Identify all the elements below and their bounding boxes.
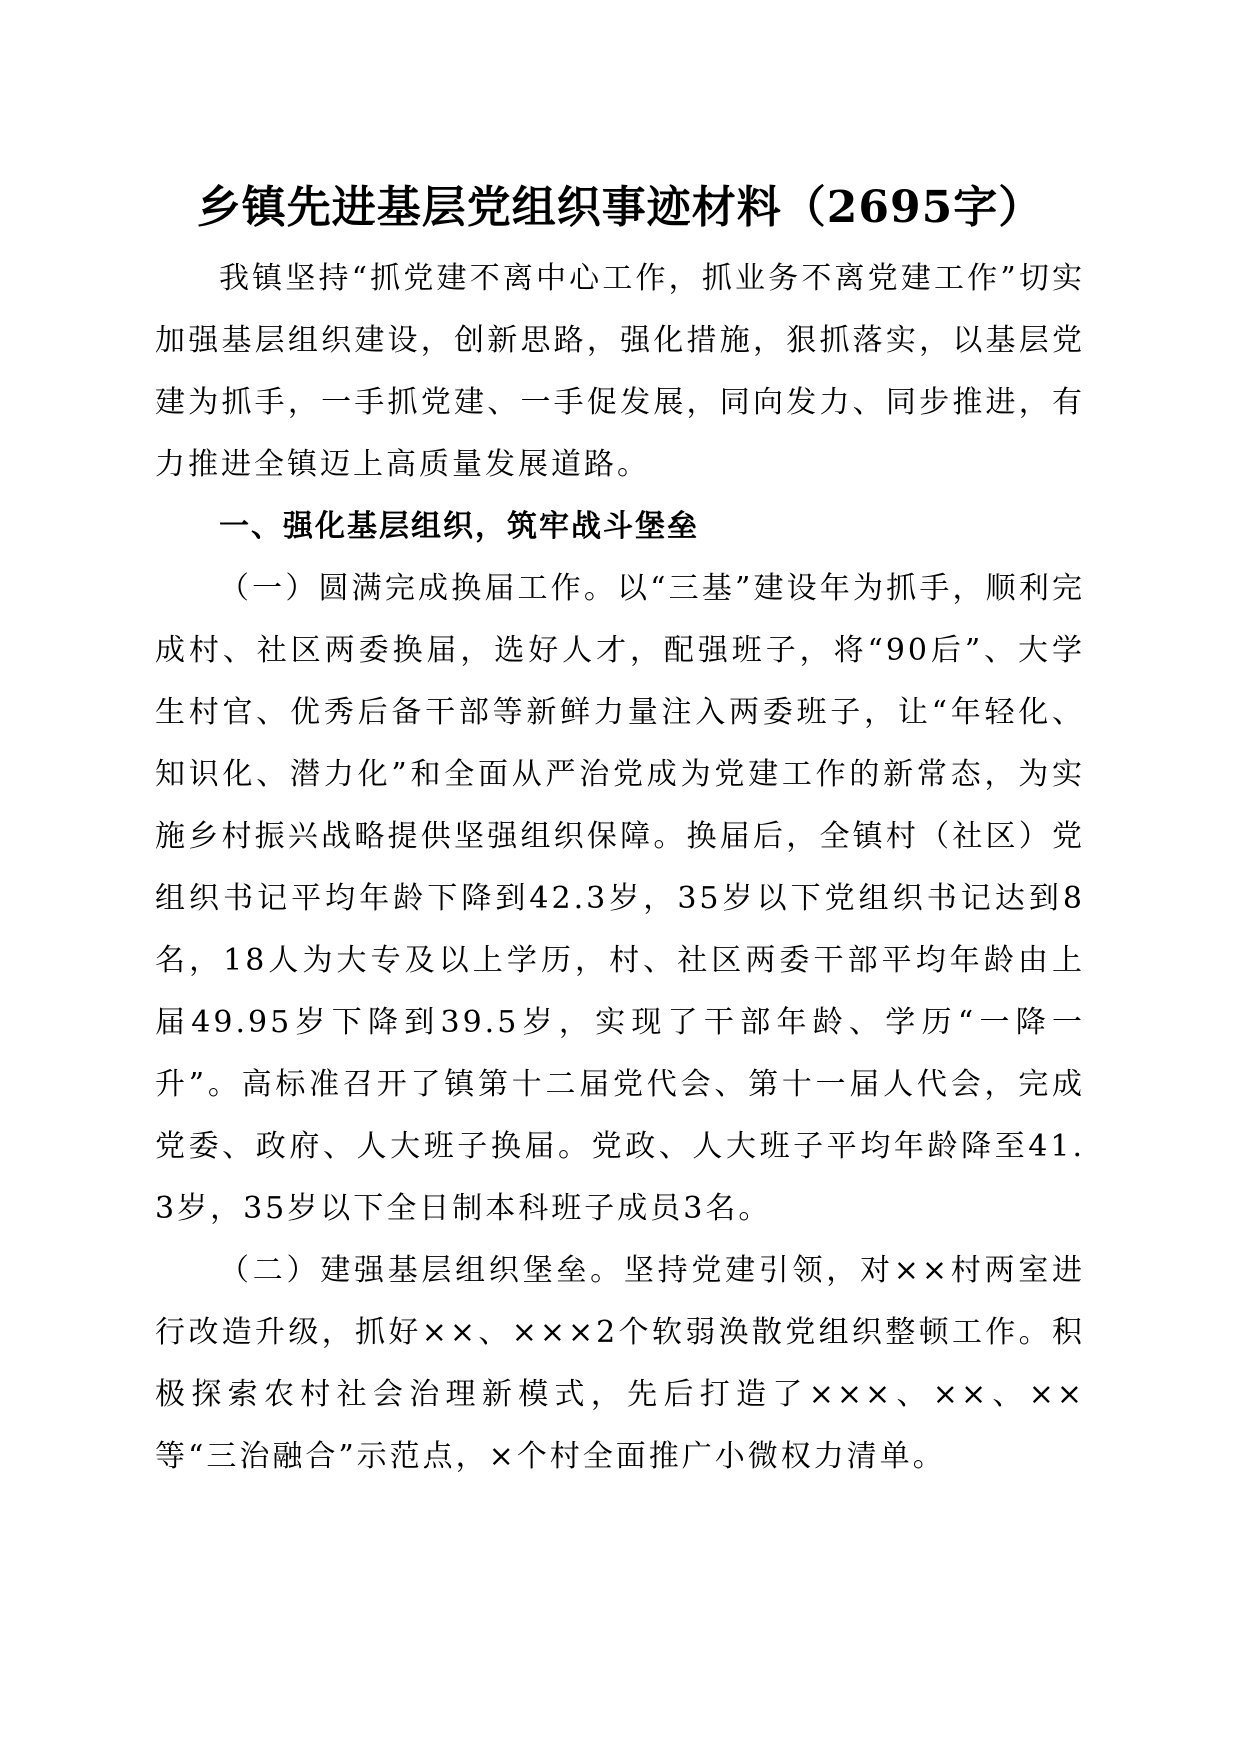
intro-paragraph: 我镇坚持“抓党建不离中心工作，抓业务不离党建工作”切实加强基层组织建设，创新思路，强化措施，狠抓落实，以基层党建为抓手，一手抓党建、一手促发展，同向发力、同步推进，有力推进全镇迈上高质量发展道路。: [155, 261, 1085, 482]
section-heading: 一、强化基层组织，筑牢战斗堡垒: [219, 509, 699, 544]
document-body: [155, 248, 1085, 1488]
paragraph-2: （二）建强基层组织堡垒。坚持党建引领，对××村两室进行改造升级，抓好××、×××2个软弱涣散党组织整顿工作。积极探索农村社会治理新模式，先后打造了×××、××、××等“三治融合”示范点，×个村全面推广小微权力清单。: [155, 1253, 1085, 1474]
paragraph-1: （一）圆满完成换届工作。以“三基”建设年为抓手，顺利完成村、社区两委换届，选好人才，配强班子，将“90后”、大学生村官、优秀后备干部等新鲜力量注入两委班子，让“年轻化、知识化、潜力化”和全面从严治党成为党建工作的新常态，为实施乡村振兴战略提供坚强组织保障。换届后，全镇村（社区）党组织书记平均年龄下降到42.3岁，35岁以下党组织书记达到8名，18人为大专及以上学历，村、社区两委干部平均年龄由上届49.95岁下降到39.5岁，实现了干部年龄、学历“一降一升”。高标准召开了镇第十二届党代会、第十一届人代会，完成党委、政府、人大班子换届。党政、人大班子平均年龄降至41.3岁，35岁以下全日制本科班子成员3名。: [155, 571, 1085, 1226]
document-title: 乡镇先进基层党组织事迹材料（2695字）: [196, 182, 1044, 233]
